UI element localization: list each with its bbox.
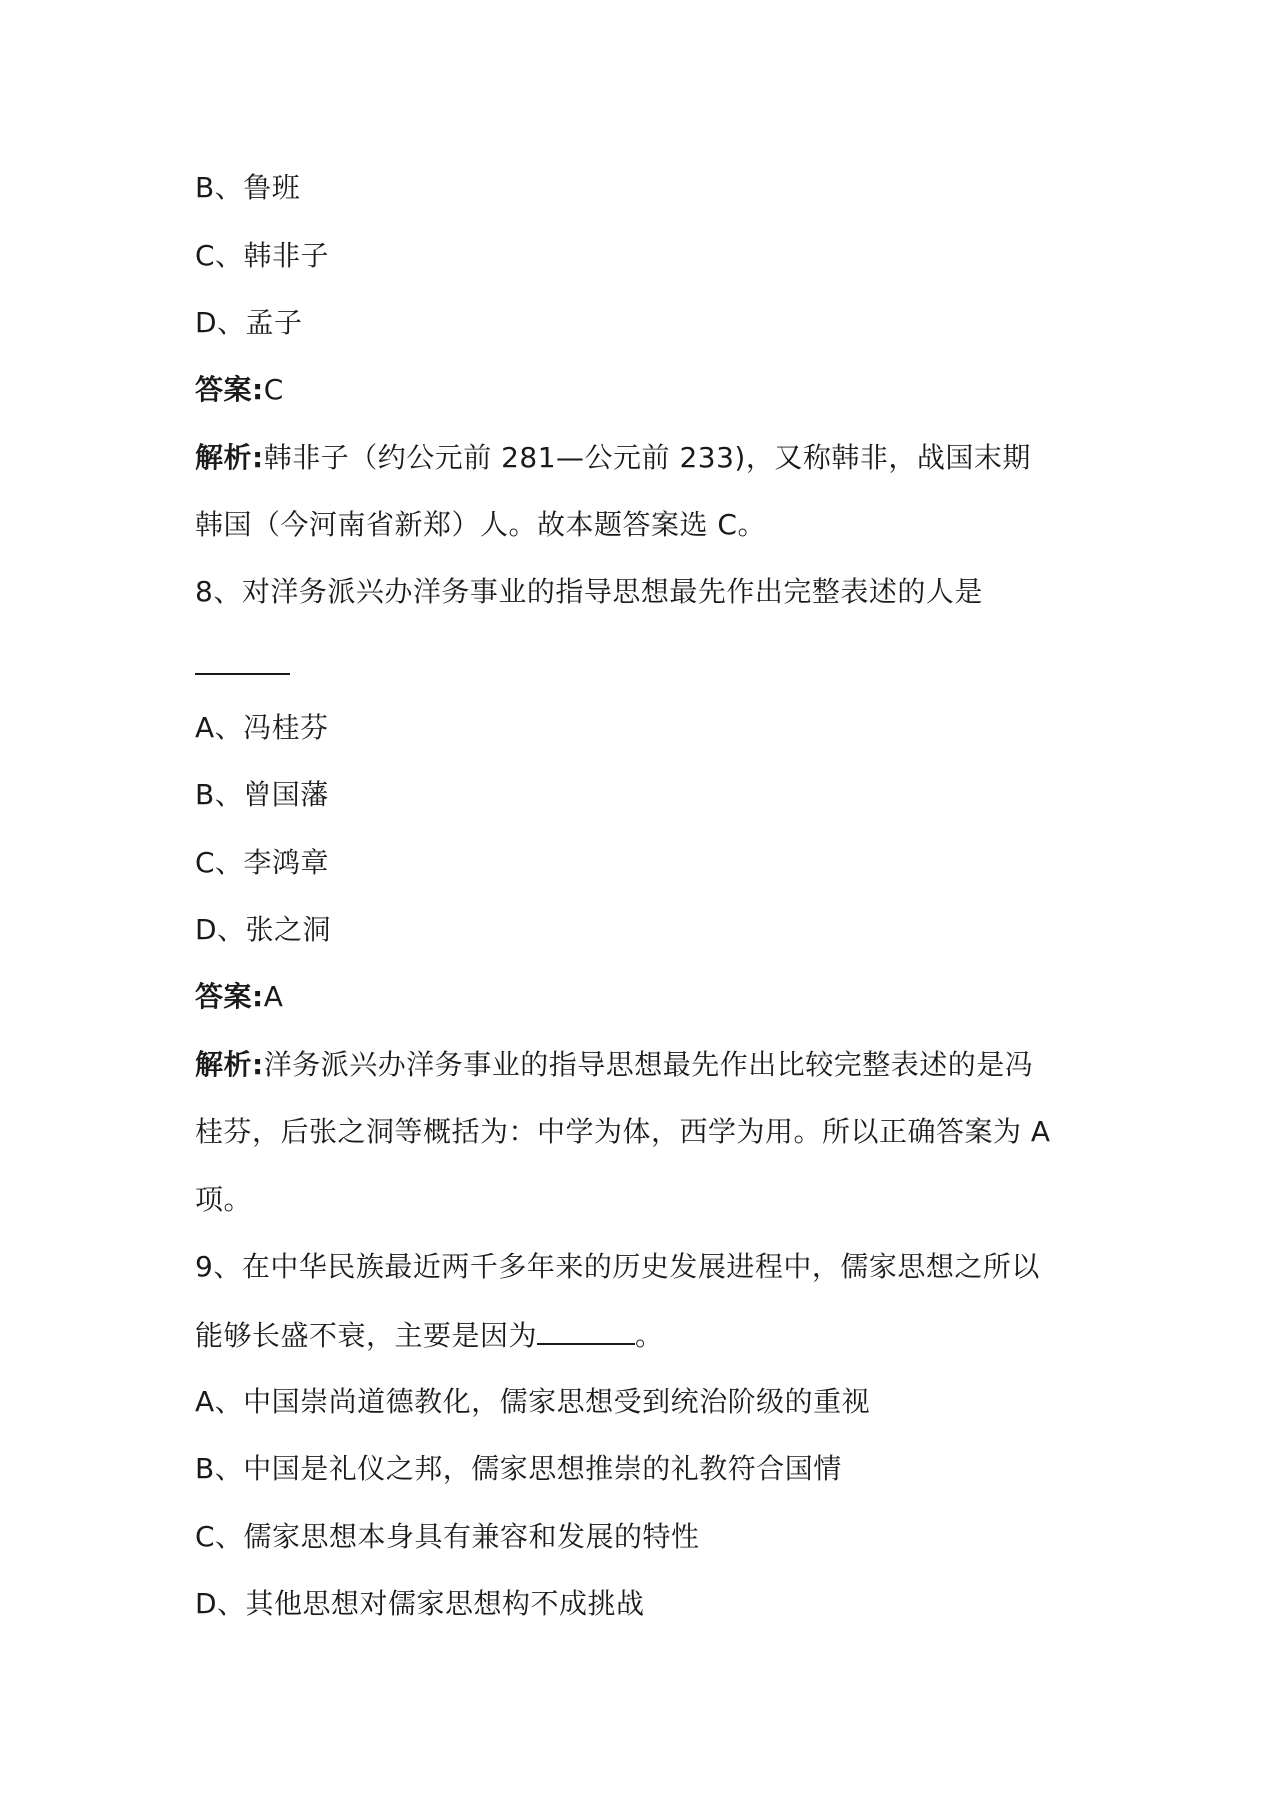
- q7-answer: [195, 370, 284, 410]
- q8-answer: [195, 977, 283, 1017]
- q9-option-b: B、中国是礼仪之邦，儒家思想推崇的礼教符合国情: [195, 1452, 842, 1485]
- q8-option-a: A、冯桂芬: [195, 711, 329, 744]
- q8-answer-value: A: [263, 980, 284, 1013]
- q7-analysis-line-2: 韩国（今河南省新郑）人。故本题答案选 C。: [195, 508, 766, 541]
- q9-option-a: A、中国崇尚道德教化，儒家思想受到统治阶级的重视: [195, 1385, 871, 1418]
- q7-option-d: D、孟子: [195, 306, 303, 339]
- q9-stem-suffix: 。: [635, 1319, 664, 1352]
- q8-analysis-text-1: 洋务派兴办洋务事业的指导思想最先作出比较完整表述的是冯: [263, 1048, 1034, 1081]
- q9-stem-prefix: 能够长盛不衰，主要是因为: [195, 1319, 538, 1352]
- q7-answer-value: C: [263, 373, 284, 406]
- q8-stem: 8、对洋务派兴办洋务事业的指导思想最先作出完整表述的人是: [195, 575, 983, 608]
- q7-answer-label: 答案:: [195, 373, 264, 406]
- q8-answer-blank: [195, 673, 290, 675]
- q9-option-d: D、其他思想对儒家思想构不成挑战: [195, 1587, 645, 1620]
- q7-analysis-text-1: 韩非子（约公元前 281—公元前 233)，又称韩非，战国末期: [263, 441, 1031, 474]
- q8-analysis-line-3: 项。: [195, 1183, 253, 1216]
- q9-stem-line-2: [195, 1315, 664, 1356]
- q8-analysis-line-2: 桂芬，后张之洞等概括为：中学为体，西学为用。所以正确答案为 A: [195, 1115, 1051, 1148]
- q9-stem-line-1: 9、在中华民族最近两千多年来的历史发展进程中，儒家思想之所以: [195, 1250, 1040, 1283]
- q7-option-c: C、韩非子: [195, 239, 330, 272]
- q7-analysis-label: 解析:: [195, 441, 264, 474]
- q8-analysis-label: 解析:: [195, 1048, 264, 1081]
- q8-option-b: B、曾国藩: [195, 778, 329, 811]
- q7-option-b: B、鲁班: [195, 171, 301, 204]
- q8-option-c: C、李鸿章: [195, 846, 330, 879]
- q7-analysis-line-1: [195, 438, 1031, 478]
- q9-answer-blank: [537, 1315, 635, 1345]
- q8-option-d: D、张之洞: [195, 913, 332, 946]
- q9-option-c: C、儒家思想本身具有兼容和发展的特性: [195, 1520, 700, 1553]
- q8-answer-label: 答案:: [195, 980, 264, 1013]
- q8-analysis-line-1: [195, 1045, 1033, 1085]
